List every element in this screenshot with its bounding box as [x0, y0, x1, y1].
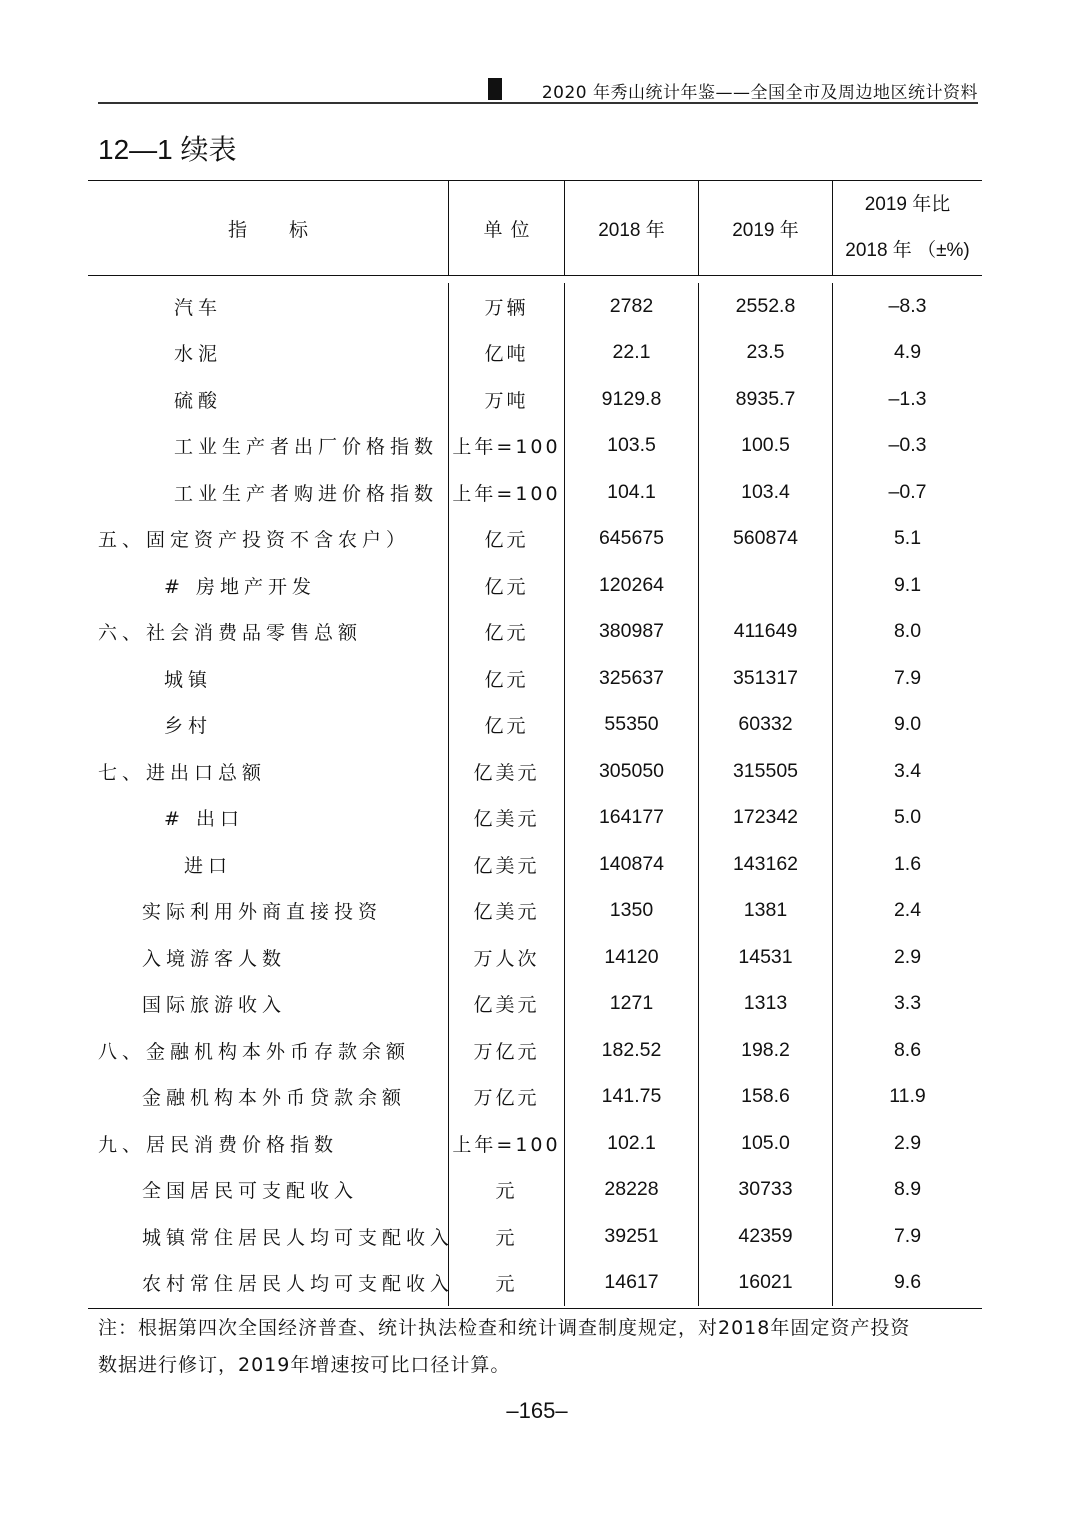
cell-indicator: 实际利用外商直接投资	[142, 901, 383, 924]
cell-indicator: 全国居民可支配收入	[142, 1180, 359, 1203]
cell-2018: 102.1	[564, 1120, 698, 1167]
cell-unit: 万亿元	[448, 1027, 564, 1074]
cell-unit: 亿元	[448, 516, 564, 563]
cell-change: 2.9	[832, 934, 982, 981]
cell-indicator: 五、固定资产投资不含农户）	[98, 529, 411, 552]
cell-2018: 14617	[564, 1260, 698, 1307]
cell-indicator: 乡村	[164, 715, 213, 738]
cell-change: 3.3	[832, 981, 982, 1028]
table-number: 12—1	[98, 134, 173, 165]
cell-2019: 30733	[698, 1167, 832, 1214]
header-change	[832, 181, 982, 275]
cell-indicator: 九、居民消费价格指数	[98, 1133, 339, 1156]
cell-2018: 2782	[564, 283, 698, 330]
page-number: –165–	[506, 1398, 568, 1423]
cell-change: 5.0	[832, 795, 982, 842]
cell-2018: 164177	[564, 795, 698, 842]
table-row	[88, 1213, 982, 1260]
cell-unit: 上年=100	[448, 423, 564, 470]
cell-2018: 645675	[564, 516, 698, 563]
cell-unit: 万人次	[448, 934, 564, 981]
cell-indicator: 入境游客人数	[142, 947, 287, 970]
cell-change: 8.6	[832, 1027, 982, 1074]
cell-2019: 103.4	[698, 469, 832, 516]
cell-indicator: 进口	[184, 854, 233, 877]
cell-unit: 亿吨	[448, 330, 564, 377]
cell-change: 8.0	[832, 609, 982, 656]
cell-2018: 182.52	[564, 1027, 698, 1074]
table-row	[88, 376, 982, 423]
header-change-line2: 2018 年 （±%)	[845, 240, 970, 261]
cell-2019: 23.5	[698, 330, 832, 377]
cell-change: 2.4	[832, 888, 982, 935]
cell-change: 2.9	[832, 1120, 982, 1167]
cell-2019: 198.2	[698, 1027, 832, 1074]
cell-change: 4.9	[832, 330, 982, 377]
table-row	[88, 655, 982, 702]
cell-indicator: 工业生产者购进价格指数	[174, 482, 439, 505]
cell-change: –8.3	[832, 283, 982, 330]
table-row	[88, 1074, 982, 1121]
cell-2019: 560874	[698, 516, 832, 563]
cell-2018: 380987	[564, 609, 698, 656]
cell-unit: 上年=100	[448, 1120, 564, 1167]
cell-2018: 22.1	[564, 330, 698, 377]
table-row	[88, 748, 982, 795]
cell-indicator: 汽车	[174, 296, 223, 319]
table-row	[88, 330, 982, 377]
cell-indicator: 七、进出口总额	[98, 761, 267, 784]
cell-2019: 8935.7	[698, 376, 832, 423]
cell-change: 9.0	[832, 702, 982, 749]
footnote-line2: 数据进行修订，2019年增速按可比口径计算。	[98, 1354, 511, 1376]
cell-unit: 亿美元	[448, 748, 564, 795]
table-row	[88, 1167, 982, 1214]
cell-change: 7.9	[832, 655, 982, 702]
table-row	[88, 283, 982, 330]
cell-indicator: # 出口	[164, 808, 244, 831]
cell-change: 11.9	[832, 1074, 982, 1121]
cell-unit: 元	[448, 1167, 564, 1214]
cell-unit: 元	[448, 1213, 564, 1260]
table-body	[88, 276, 982, 1308]
cell-2018: 55350	[564, 702, 698, 749]
table-row	[88, 423, 982, 470]
cell-change: 8.9	[832, 1167, 982, 1214]
cell-change: 9.1	[832, 562, 982, 609]
cell-indicator: 金融机构本外币贷款余额	[142, 1087, 407, 1110]
cell-unit: 万亿元	[448, 1074, 564, 1121]
cell-2019	[698, 562, 832, 609]
cell-2019: 1313	[698, 981, 832, 1028]
cell-indicator: 硫酸	[174, 389, 223, 412]
table-row	[88, 1027, 982, 1074]
running-head	[98, 74, 978, 104]
cell-change: 3.4	[832, 748, 982, 795]
header-change-line1: 2019 年比	[864, 194, 951, 215]
cell-2019: 172342	[698, 795, 832, 842]
footnote	[98, 1310, 978, 1384]
cell-change: –0.3	[832, 423, 982, 470]
cell-2018: 39251	[564, 1213, 698, 1260]
cell-indicator: 水泥	[174, 343, 223, 366]
table-row	[88, 469, 982, 516]
cell-2019: 2552.8	[698, 283, 832, 330]
cell-unit: 亿元	[448, 655, 564, 702]
cell-indicator: 城镇	[164, 668, 213, 691]
cell-unit: 亿美元	[448, 981, 564, 1028]
cell-change: 9.6	[832, 1260, 982, 1307]
table-row	[88, 934, 982, 981]
cell-2019: 315505	[698, 748, 832, 795]
table-header	[88, 181, 982, 276]
table-row	[88, 841, 982, 888]
table-row	[88, 795, 982, 842]
running-head-text: 2020 年秀山统计年鉴——全国全市及周边地区统计资料	[541, 83, 978, 103]
table-row	[88, 981, 982, 1028]
cell-unit: 元	[448, 1260, 564, 1307]
cell-unit: 亿元	[448, 562, 564, 609]
cell-unit: 亿美元	[448, 841, 564, 888]
cell-2019: 16021	[698, 1260, 832, 1307]
cell-indicator: 工业生产者出厂价格指数	[174, 436, 439, 459]
cell-unit: 万辆	[448, 283, 564, 330]
cell-change: –1.3	[832, 376, 982, 423]
table-row	[88, 562, 982, 609]
cell-unit: 亿元	[448, 609, 564, 656]
cell-2018: 325637	[564, 655, 698, 702]
cell-2018: 141.75	[564, 1074, 698, 1121]
statistics-table	[88, 180, 982, 1309]
cell-2018: 14120	[564, 934, 698, 981]
cell-2019: 1381	[698, 888, 832, 935]
table-row	[88, 516, 982, 563]
footnote-line1: 注：根据第四次全国经济普查、统计执法检查和统计调查制度规定，对2018年固定资产投资	[98, 1317, 911, 1339]
cell-2019: 158.6	[698, 1074, 832, 1121]
cell-indicator: 城镇常住居民人均可支配收入	[142, 1226, 455, 1249]
cell-2018: 104.1	[564, 469, 698, 516]
table-row	[88, 609, 982, 656]
cell-2019: 105.0	[698, 1120, 832, 1167]
cell-unit: 亿美元	[448, 888, 564, 935]
header-block-mark	[488, 78, 502, 100]
table-row	[88, 1260, 982, 1307]
cell-2018: 9129.8	[564, 376, 698, 423]
cell-2018: 1350	[564, 888, 698, 935]
cell-2019: 100.5	[698, 423, 832, 470]
table-title	[98, 128, 237, 168]
cell-indicator: 八、金融机构本外币存款余额	[98, 1040, 411, 1063]
cell-indicator: 农村常住居民人均可支配收入	[142, 1273, 455, 1296]
cell-2019: 42359	[698, 1213, 832, 1260]
cell-change: –0.7	[832, 469, 982, 516]
cell-unit: 上年=100	[448, 469, 564, 516]
table-row	[88, 702, 982, 749]
cell-2019: 143162	[698, 841, 832, 888]
cell-2018: 103.5	[564, 423, 698, 470]
table-row	[88, 1120, 982, 1167]
header-year-2019: 2019 年	[698, 181, 832, 275]
table-row	[88, 888, 982, 935]
cell-change: 1.6	[832, 841, 982, 888]
cell-2018: 140874	[564, 841, 698, 888]
cell-2019: 60332	[698, 702, 832, 749]
cell-2018: 120264	[564, 562, 698, 609]
cell-2018: 305050	[564, 748, 698, 795]
cell-indicator: # 房地产开发	[164, 575, 316, 598]
header-unit: 单位	[448, 181, 564, 275]
header-indicator: 指标	[227, 218, 350, 241]
cell-2019: 411649	[698, 609, 832, 656]
cell-indicator: 国际旅游收入	[142, 994, 287, 1017]
cell-unit: 万吨	[448, 376, 564, 423]
cell-unit: 亿元	[448, 702, 564, 749]
cell-2019: 351317	[698, 655, 832, 702]
cell-2019: 14531	[698, 934, 832, 981]
cell-2018: 28228	[564, 1167, 698, 1214]
cell-indicator: 六、社会消费品零售总额	[98, 622, 363, 645]
cell-change: 7.9	[832, 1213, 982, 1260]
cell-change: 5.1	[832, 516, 982, 563]
cell-unit: 亿美元	[448, 795, 564, 842]
header-year-2018: 2018 年	[564, 181, 698, 275]
cell-2018: 1271	[564, 981, 698, 1028]
table-title-suffix: 续表	[180, 133, 237, 166]
